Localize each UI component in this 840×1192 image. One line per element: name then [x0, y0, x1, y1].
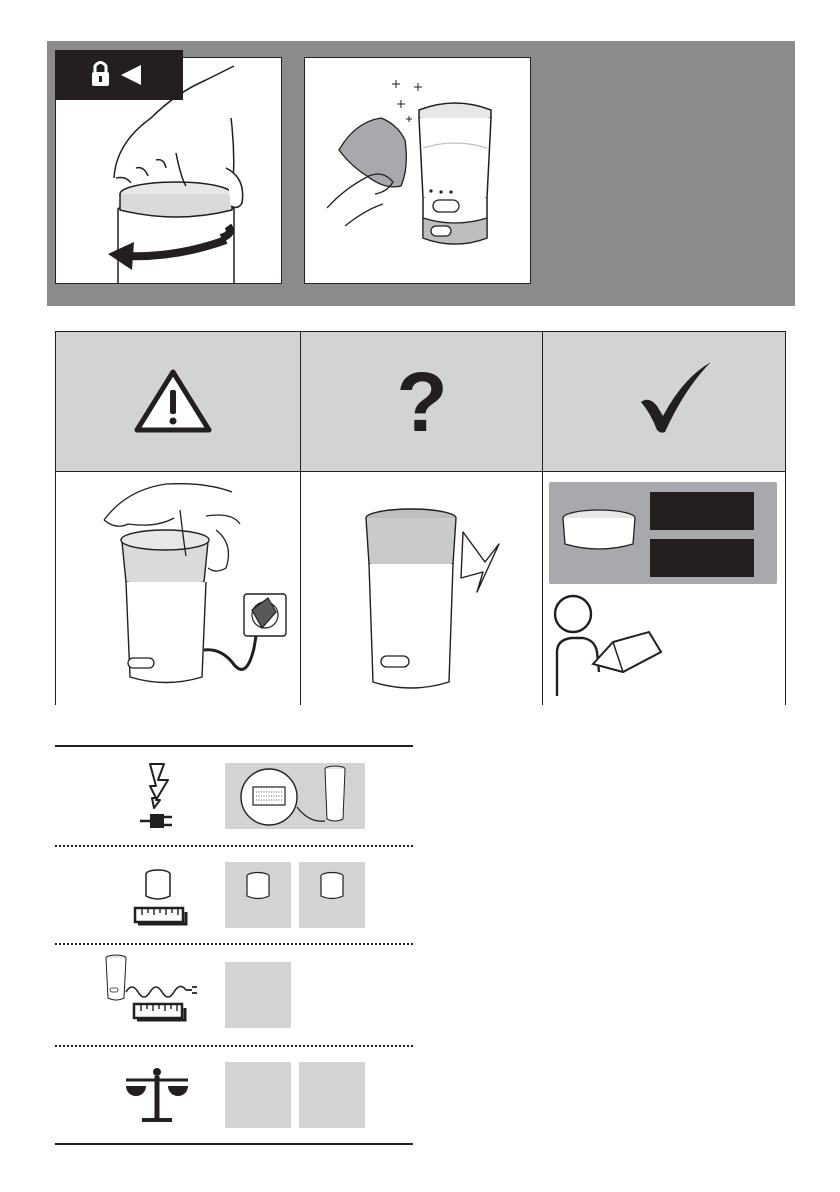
part-label-block-1 [650, 492, 754, 530]
part-label-block-2 [650, 539, 754, 577]
lid-icon [559, 506, 639, 556]
spec-divider-3 [55, 1045, 413, 1047]
cup-ruler-icon [132, 866, 190, 928]
size-cell-1 [225, 862, 291, 928]
lightning-plug-icon [138, 762, 182, 832]
cause-illustration [301, 472, 543, 705]
weight-cell-1 [225, 1062, 291, 1128]
troubleshooting-table [55, 331, 786, 705]
read-manual-icon [553, 592, 663, 696]
spec-divider-2 [55, 943, 413, 945]
size-cell-2 [299, 862, 365, 928]
spec-divider-1 [55, 845, 413, 847]
lock-direction-label [55, 50, 183, 100]
weight-cell-2 [299, 1062, 365, 1128]
rating-plate-location [225, 763, 365, 829]
spec-top-rule [55, 745, 413, 747]
header-question [301, 332, 543, 472]
check-mark-icon [635, 360, 715, 436]
cord-length-cell [225, 962, 291, 1028]
warning-triangle-icon [133, 368, 213, 434]
header-solution [543, 332, 785, 472]
triangle-left-icon [119, 63, 143, 87]
question-mark-icon: ? [396, 355, 448, 449]
appliance-cord-ruler-icon [102, 952, 202, 1028]
balance-scale-icon [122, 1066, 192, 1126]
problem-illustration [56, 472, 301, 705]
solution-parts-box [549, 482, 777, 584]
header-warning [56, 332, 301, 472]
spec-bottom-rule [55, 1143, 413, 1145]
illustration-wipe-clean [304, 57, 531, 284]
solution-cell [543, 472, 785, 705]
